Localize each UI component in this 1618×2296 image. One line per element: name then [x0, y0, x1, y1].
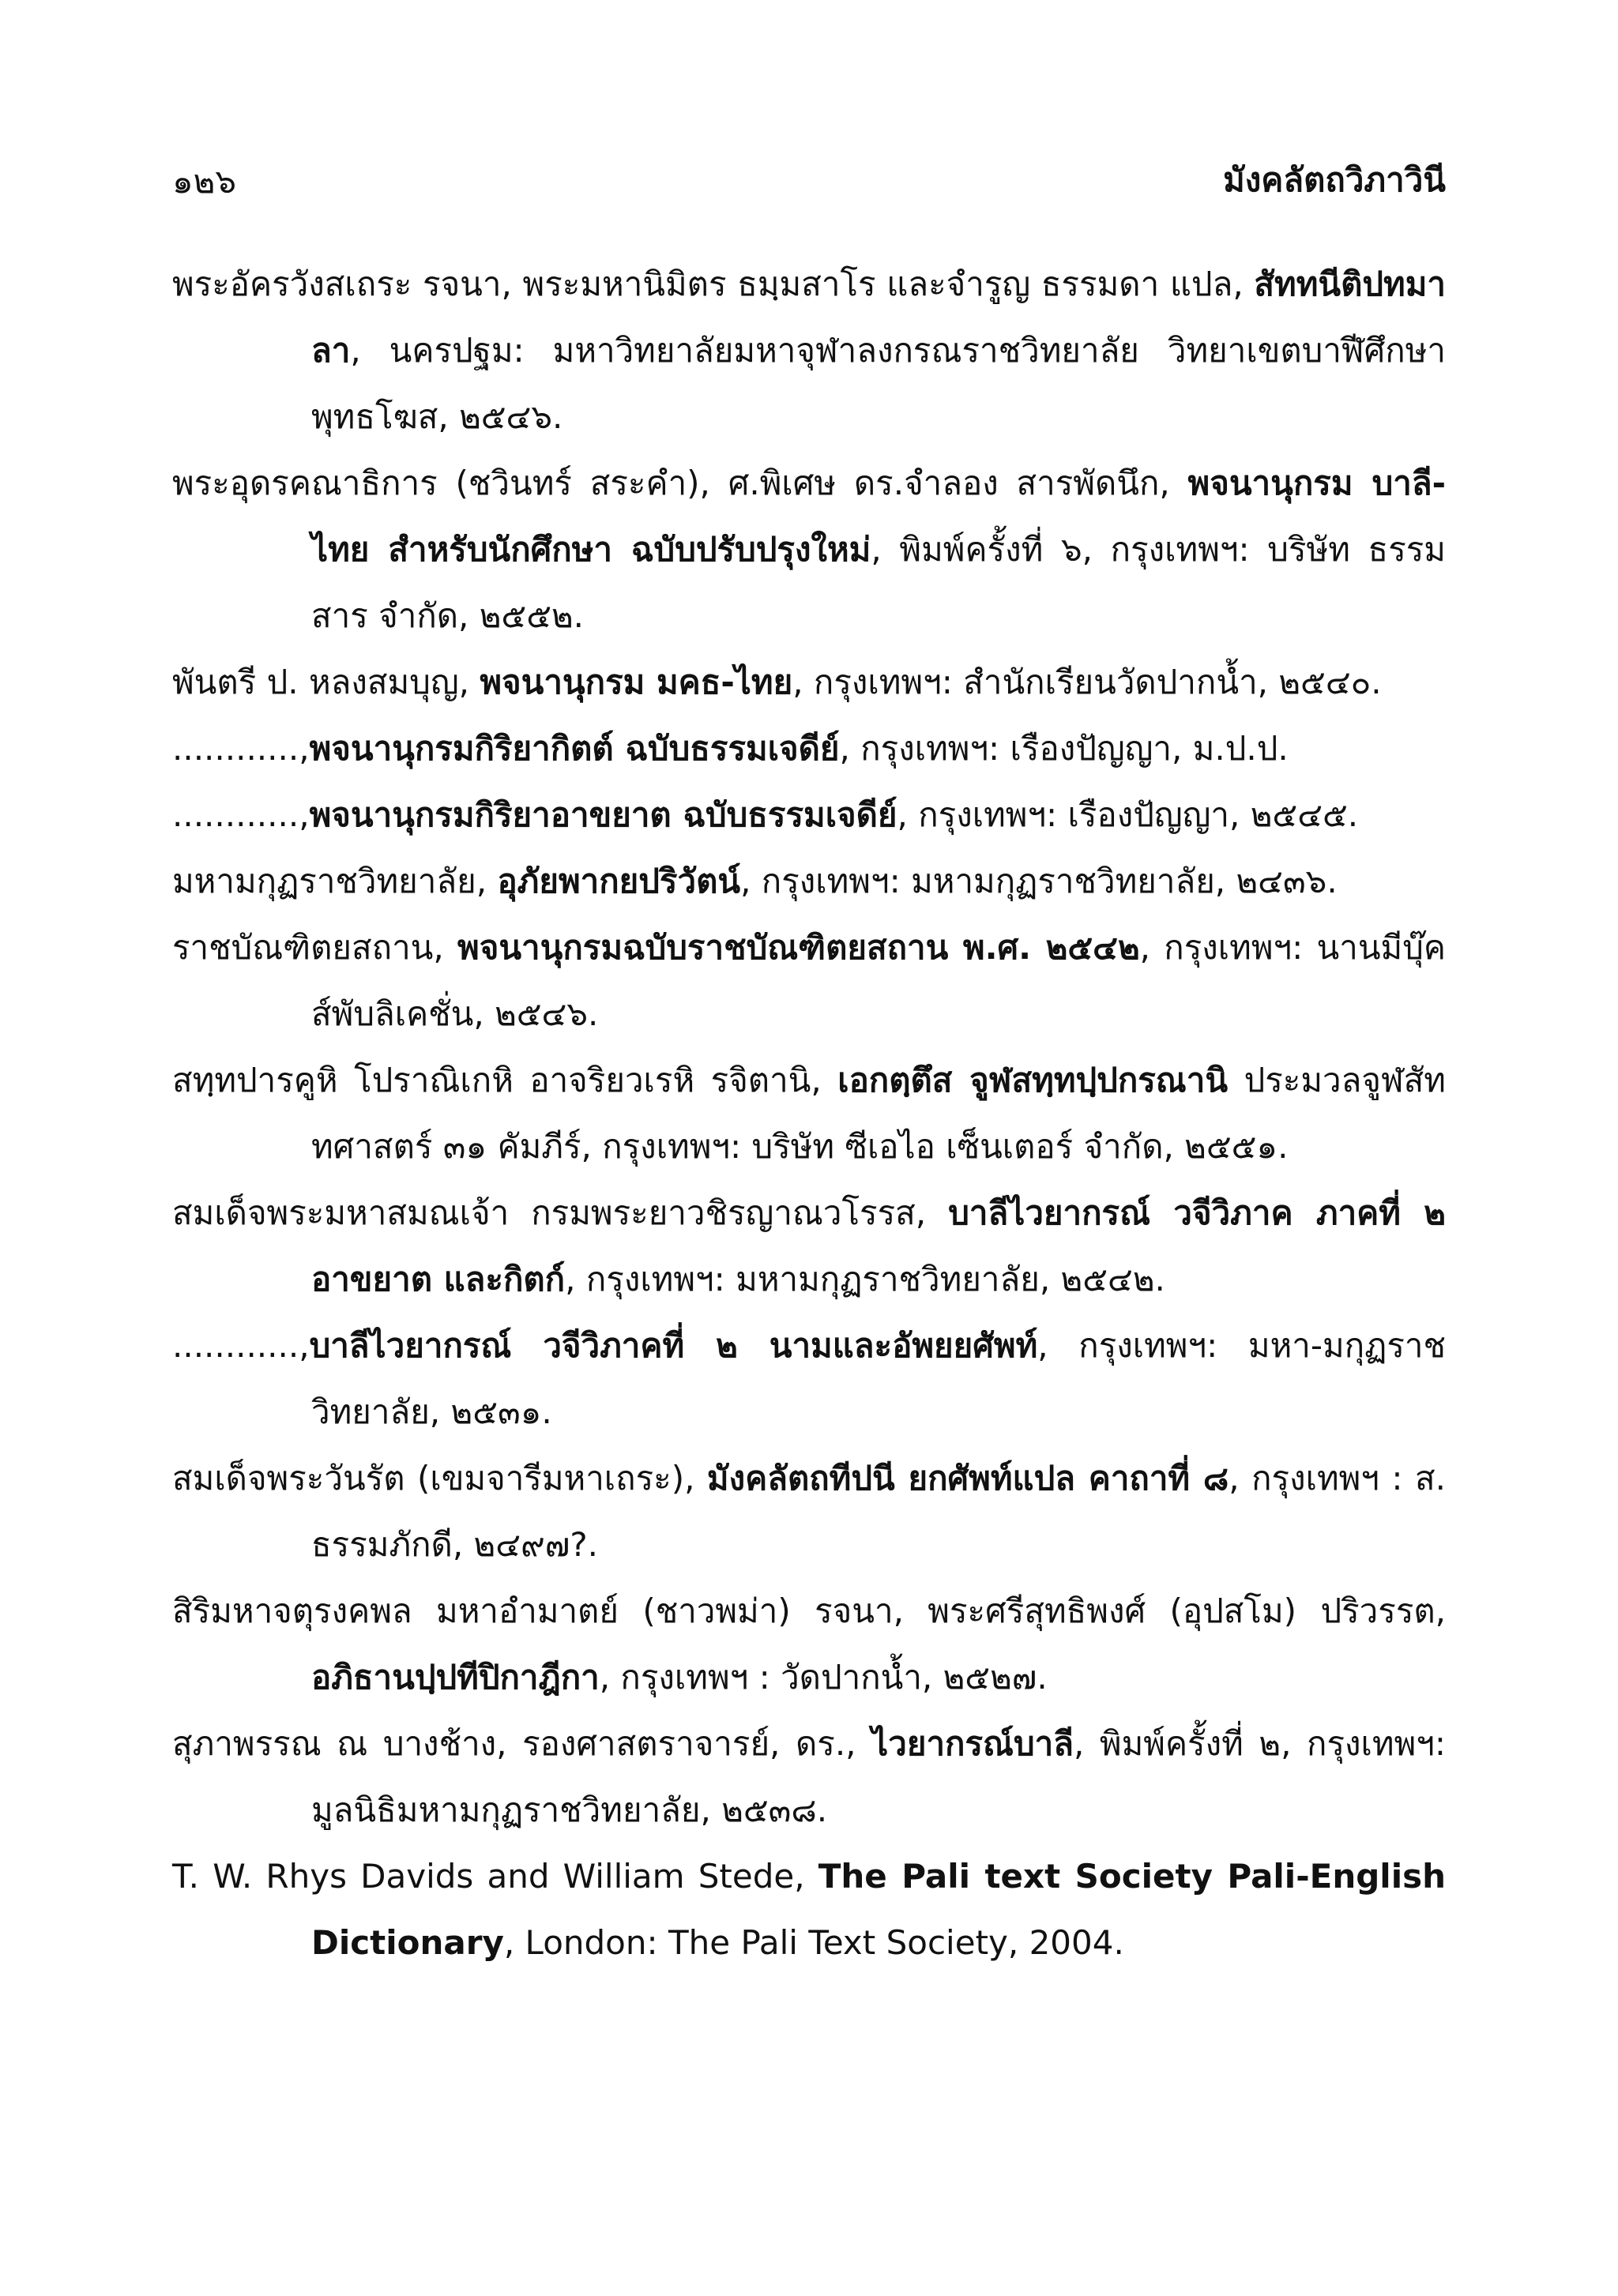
- bibliography-entry: [172, 1711, 1446, 1843]
- entry-publication: ประมวลจูฬสัททศาสตร์ ๓๑ คัมภีร์, กรุงเทพฯ: บริษัท ซีเอไอ เซ็นเตอร์ จำกัด, ๒๕๕๑.: [311, 1061, 1446, 1166]
- entry-authors: สทฺทปารคูหิ โปราณิเกหิ อาจริยวเรหิ รจิตานิ,: [172, 1061, 838, 1099]
- entry-publication: , กรุงเทพฯ : ส. ธรรมภักดี, ๒๔๙๗?.: [311, 1459, 1446, 1564]
- entry-authors: T. W. Rhys Davids and William Stede,: [172, 1857, 818, 1896]
- entry-publication: , กรุงเทพฯ: เรืองปัญญา, ม.ป.ป.: [839, 729, 1289, 768]
- bibliography-entry: [172, 1445, 1446, 1578]
- entry-title: พจนานุกรมกิริยากิตต์ ฉบับธรรมเจดีย์: [309, 729, 840, 768]
- entry-title: สัททนีติปทมาลา: [311, 265, 1446, 370]
- entry-authors: สมเด็จพระมหาสมณเจ้า กรมพระยาวชิรญาณวโรรส,: [172, 1193, 949, 1232]
- entry-title: พจนานุกรม บาลี-ไทย สำหรับนักศึกษา ฉบับปรับปรุงใหม่: [311, 464, 1446, 569]
- entry-title: บาลีไวยากรณ์ วจีวิภาค ภาคที่ ๒ อาขยาต และกิตก์: [311, 1193, 1446, 1298]
- entry-authors: ............,: [172, 729, 310, 768]
- entry-title: พจนานุกรม มคธ-ไทย: [480, 663, 793, 701]
- entry-authors: ............,: [172, 1326, 310, 1365]
- bibliography-entry: [172, 251, 1446, 450]
- bibliography-entry: [172, 915, 1446, 1047]
- entry-publication: , London: The Pali Text Society, 2004.: [503, 1923, 1124, 1962]
- entry-publication: , กรุงเทพฯ: มหามกุฏราชวิทยาลัย, ๒๕๔๒.: [565, 1260, 1165, 1298]
- bibliography-entry: [172, 450, 1446, 649]
- entry-title: เอกตฺตึส จูฬสทฺทปฺปกรณานิ: [837, 1061, 1229, 1099]
- entry-title: บาลีไวยากรณ์ วจีวิภาคที่ ๒ นามและอัพยยศัพท์: [309, 1326, 1038, 1365]
- entry-publication: , นครปฐม: มหาวิทยาลัยมหาจุฬาลงกรณราชวิทยาลัย วิทยาเขตบาฬีศึกษาพุทธโฆส, ๒๕๔๖.: [311, 331, 1446, 436]
- running-title: มังคลัตถวิภาวินี: [1223, 160, 1446, 199]
- entry-authors: พระอัครวังสเถระ รจนา, พระมหานิมิตร ธมฺมสาโร และจำรูญ ธรรมดา แปล,: [172, 265, 1255, 303]
- entry-title: ไวยากรณ์บาลี: [871, 1724, 1074, 1763]
- entry-publication: , กรุงเทพฯ: มหามกุฏราชวิทยาลัย, ๒๔๓๖.: [740, 862, 1338, 900]
- entry-title: พจนานุกรมฉบับราชบัณฑิตยสถาน พ.ศ. ๒๕๔๒: [457, 928, 1140, 967]
- entry-title: The Pali text Society Pali-English Dictionary: [311, 1857, 1446, 1962]
- bibliography-list: [172, 251, 1446, 1976]
- entry-authors: สมเด็จพระวันรัต (เขมจารีมหาเถระ),: [172, 1459, 707, 1497]
- bibliography-entry: [172, 716, 1446, 782]
- bibliography-entry: [172, 1578, 1446, 1711]
- entry-authors: สิริมหาจตุรงคพล มหาอำมาตย์ (ชาวพม่า) รจนา, พระศรีสุทธิพงศ์ (อุปสโม) ปริวรรต,: [172, 1591, 1446, 1630]
- entry-publication: , กรุงเทพฯ : วัดปากน้ำ, ๒๕๒๗.: [599, 1658, 1048, 1697]
- entry-authors: มหามกุฏราชวิทยาลัย,: [172, 862, 498, 900]
- entry-publication: , พิมพ์ครั้งที่ ๒, กรุงเทพฯ: มูลนิธิมหามกุฏราชวิทยาลัย, ๒๕๓๘.: [311, 1724, 1446, 1829]
- page-number: ๑๒๖: [172, 162, 237, 201]
- bibliography-entry: [172, 848, 1446, 915]
- entry-title: อภิธานปฺปทีปิกาฎีกา: [311, 1658, 600, 1697]
- entry-authors: ราชบัณฑิตยสถาน,: [172, 928, 458, 967]
- entry-title: มังคลัตถทีปนี ยกศัพท์แปล คาถาที่ ๘: [706, 1459, 1229, 1497]
- entry-publication: , กรุงเทพฯ: สำนักเรียนวัดปากน้ำ, ๒๕๔๐.: [792, 663, 1382, 701]
- entry-publication: , กรุงเทพฯ: มหา-มกุฏราชวิทยาลัย, ๒๕๓๑.: [311, 1326, 1446, 1431]
- entry-title: อุภัยพากยปริวัตน์: [497, 862, 741, 900]
- bibliography-entry: [172, 649, 1446, 716]
- bibliography-entry: [172, 1313, 1446, 1445]
- entry-title: พจนานุกรมกิริยาอาขยาต ฉบับธรรมเจดีย์: [309, 795, 897, 834]
- bibliography-entry: [172, 1047, 1446, 1180]
- bibliography-entry: [172, 782, 1446, 848]
- entry-publication: , พิมพ์ครั้งที่ ๖, กรุงเทพฯ: บริษัท ธรรมสาร จำกัด, ๒๕๕๒.: [311, 530, 1446, 635]
- bibliography-entry: [172, 1843, 1446, 1976]
- entry-authors: ............,: [172, 795, 310, 834]
- bibliography-entry: [172, 1180, 1446, 1313]
- entry-authors: พันตรี ป. หลงสมบุญ,: [172, 663, 480, 701]
- entry-authors: สุภาพรรณ ณ บางช้าง, รองศาสตราจารย์, ดร.,: [172, 1724, 872, 1763]
- entry-publication: , กรุงเทพฯ: เรืองปัญญา, ๒๕๔๕.: [897, 795, 1359, 834]
- entry-publication: , กรุงเทพฯ: นานมีบุ๊คส์พับลิเคชั่น, ๒๕๔๖.: [311, 928, 1446, 1033]
- entry-authors: พระอุดรคณาธิการ (ชวินทร์ สระคำ), ศ.พิเศษ ดร.จำลอง สารพัดนึก,: [172, 464, 1188, 502]
